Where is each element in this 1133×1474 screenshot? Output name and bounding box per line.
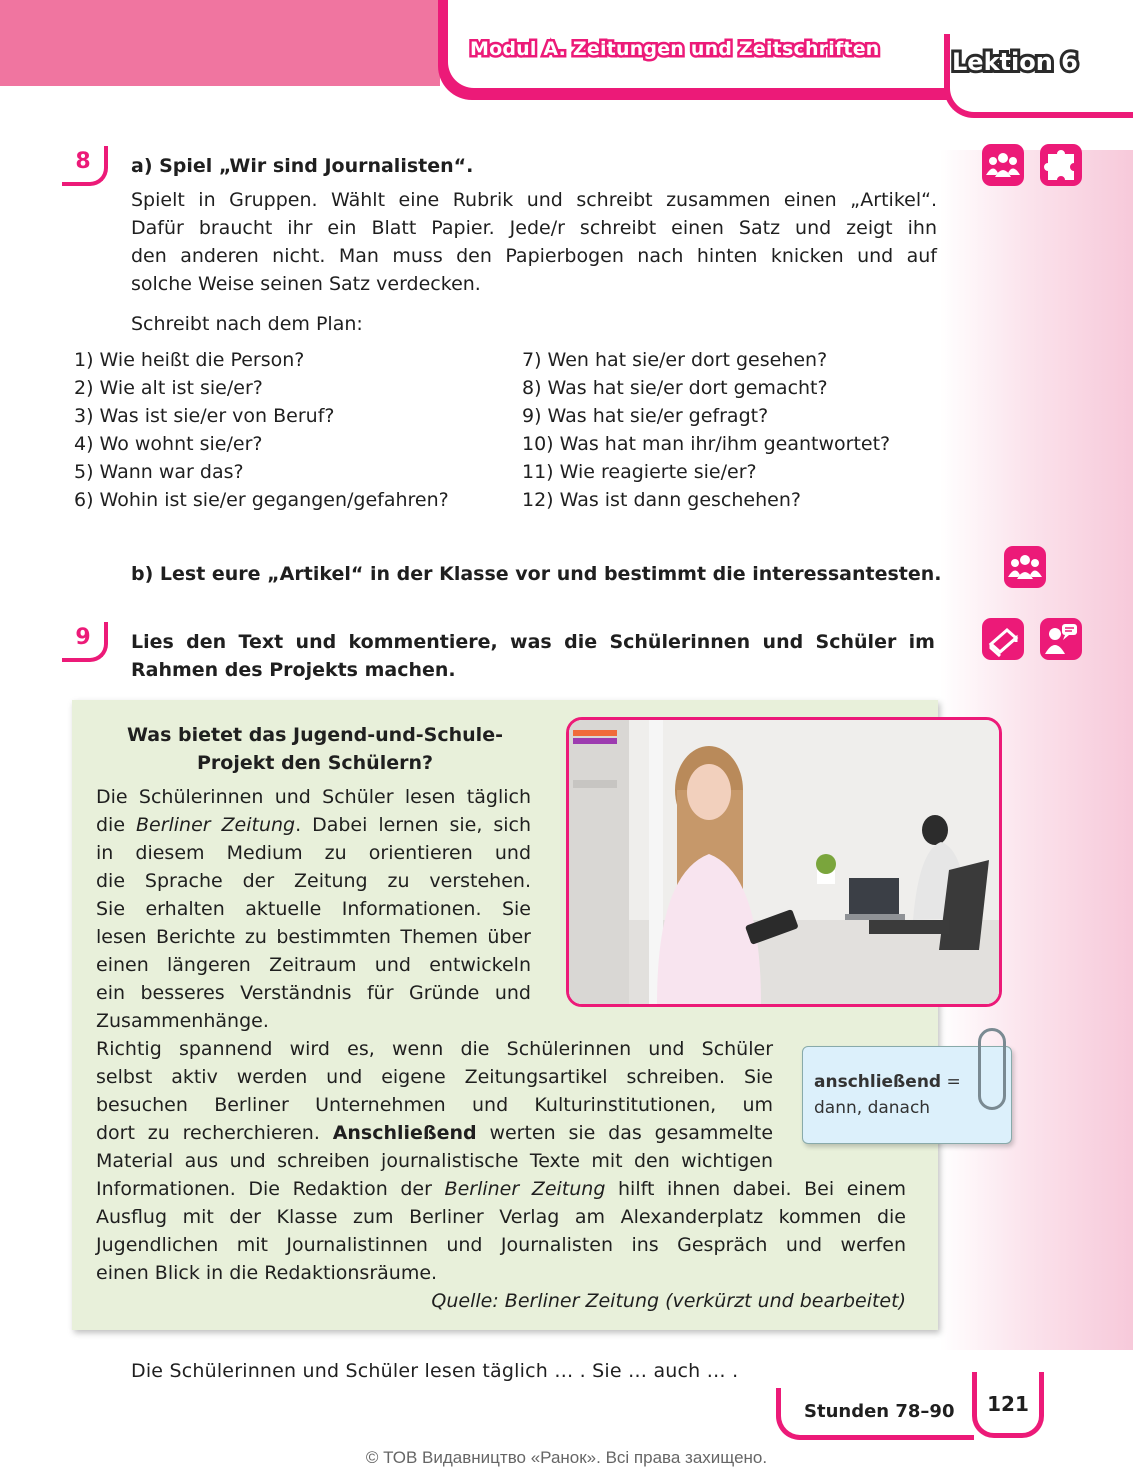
reading-line — [96, 1119, 773, 1147]
plan-intro: Schreibt nach dem Plan: — [131, 313, 363, 335]
reading-line: besuchen Berliner Unternehmen und Kulturinstitutionen, um — [96, 1094, 773, 1116]
reading-title-line: Was bietet das Jugend-und-Schule- — [127, 724, 503, 746]
newspaper-name: Berliner Zeitung — [444, 1178, 606, 1200]
paragraph-line: solche Weise seinen Satz verdecken. — [131, 273, 481, 295]
note-equals: = — [941, 1072, 961, 1092]
note-term: anschließend — [814, 1072, 942, 1092]
text-run: die — [96, 814, 136, 836]
plan-item: 8) Was hat sie/er dort gemacht? — [522, 377, 828, 399]
completion-sentence: Die Schülerinnen und Schüler lesen täglich … . Sie … auch … . — [131, 1360, 739, 1382]
plan-item: 1) Wie heißt die Person? — [74, 349, 305, 371]
text-run: dort zu recherchieren. — [96, 1122, 333, 1144]
reading-line: Jugendlichen mit Journalistinnen und Journalisten ins Gespräch und werfen — [96, 1234, 906, 1256]
header-band-left — [0, 0, 440, 86]
plan-item: 5) Wann war das? — [74, 461, 244, 483]
reading-line: selbst aktiv werden und eigene Zeitungsartikel schreiben. Sie — [96, 1066, 773, 1088]
copyright: © ТОВ Видавництво «Ранок». Всі права захищено. — [365, 1448, 768, 1467]
hours-label: Stunden 78–90 — [804, 1401, 955, 1422]
note-term-line — [814, 1070, 961, 1094]
plan-item: 11) Wie reagierte sie/er? — [522, 461, 757, 483]
photo-illustration — [569, 720, 999, 1004]
plan-item: 7) Wen hat sie/er dort gesehen? — [522, 349, 828, 371]
exercise-8b-text: b) Lest eure „Artikel“ in der Klasse vor und bestimmt die interessantesten. — [131, 563, 942, 585]
reading-line — [96, 1175, 906, 1203]
book-icon — [982, 618, 1024, 660]
speaking-person-icon — [1040, 618, 1082, 660]
note-meaning: dann, danach — [814, 1098, 931, 1118]
reading-line: Material aus und schreiben journalistische Texte mit den wichtigen — [96, 1150, 773, 1172]
paperclip-icon — [978, 1028, 1006, 1110]
reading-title-line: Projekt den Schülern? — [196, 752, 434, 774]
reading-line: in diesem Medium zu orientieren und — [96, 842, 531, 864]
reading-line: Die Schülerinnen und Schüler lesen täglich — [96, 786, 531, 808]
plan-item: 4) Wo wohnt sie/er? — [74, 433, 263, 455]
reading-line: die Sprache der Zeitung zu verstehen. — [96, 870, 531, 892]
exercise-8a-title: a) Spiel „Wir sind Journalisten“. — [131, 155, 474, 177]
lesson-title: Lektion 6 — [952, 48, 1078, 76]
paragraph-line: den anderen nicht. Man muss den Papierbogen nach hinten knicken und auf — [131, 245, 937, 267]
source-citation: Quelle: Berliner Zeitung (verkürzt und bearbeitet) — [431, 1290, 906, 1312]
reading-line: einen längeren Zeitraum und entwickeln — [96, 954, 531, 976]
plan-item: 2) Wie alt ist sie/er? — [74, 377, 263, 399]
text-run: hilft ihnen dabei. Bei einem — [605, 1178, 906, 1200]
group-icon — [982, 144, 1024, 186]
plan-item: 10) Was hat man ihr/ihm geantwortet? — [522, 433, 891, 455]
exercise-8-number: 8 — [62, 146, 108, 186]
reading-line: einen Blick in die Redaktionsräume. — [96, 1262, 438, 1284]
exercise-9-task-line: Lies den Text und kommentiere, was die Schülerinnen und Schüler im — [131, 631, 935, 653]
reading-line: Ausflug mit der Klasse zum Berliner Verlag am Alexanderplatz kommen die — [96, 1206, 906, 1228]
keyword-anschliessend: Anschließend — [332, 1122, 477, 1144]
group-icon — [1004, 546, 1046, 588]
exercise-9-task-line: Rahmen des Projekts machen. — [131, 659, 456, 681]
reading-line: ein besseres Verständnis für Gründe und — [96, 982, 531, 1004]
plan-item: 9) Was hat sie/er gefragt? — [522, 405, 769, 427]
plan-list-left — [74, 346, 449, 514]
reading-line: Zusammenhänge. — [96, 1010, 269, 1032]
paragraph-line: Dafür braucht ihr ein Blatt Papier. Jede/r schreibt einen Satz und zeigt ihn — [131, 217, 937, 239]
exercise-9-number: 9 — [62, 622, 108, 662]
plan-item: 6) Wohin ist sie/er gegangen/gefahren? — [74, 489, 449, 511]
module-title: Modul A. Zeitungen und Zeitschriften — [470, 38, 880, 60]
text-run: Informationen. Die Redaktion der — [96, 1178, 445, 1200]
plan-list-right — [522, 346, 890, 514]
reading-line: Sie erhalten aktuelle Informationen. Sie — [96, 898, 531, 920]
reading-line — [96, 811, 531, 839]
reading-line: lesen Berichte zu bestimmten Themen über — [96, 926, 531, 948]
text-run: werten sie das gesammelte — [476, 1122, 774, 1144]
newspaper-name: Berliner Zeitung — [135, 814, 296, 836]
plan-item: 3) Was ist sie/er von Beruf? — [74, 405, 335, 427]
page-number: 121 — [987, 1392, 1029, 1416]
puzzle-icon — [1040, 144, 1082, 186]
text-run: . Dabei lernen sie, sich — [295, 814, 531, 836]
photo-students-newspaper — [566, 717, 1002, 1007]
paragraph-line: Spielt in Gruppen. Wählt eine Rubrik und schreibt zusammen einen „Artikel“. — [131, 189, 937, 211]
plan-item: 12) Was ist dann geschehen? — [522, 489, 801, 511]
reading-line: Richtig spannend wird es, wenn die Schülerinnen und Schüler — [96, 1038, 773, 1060]
